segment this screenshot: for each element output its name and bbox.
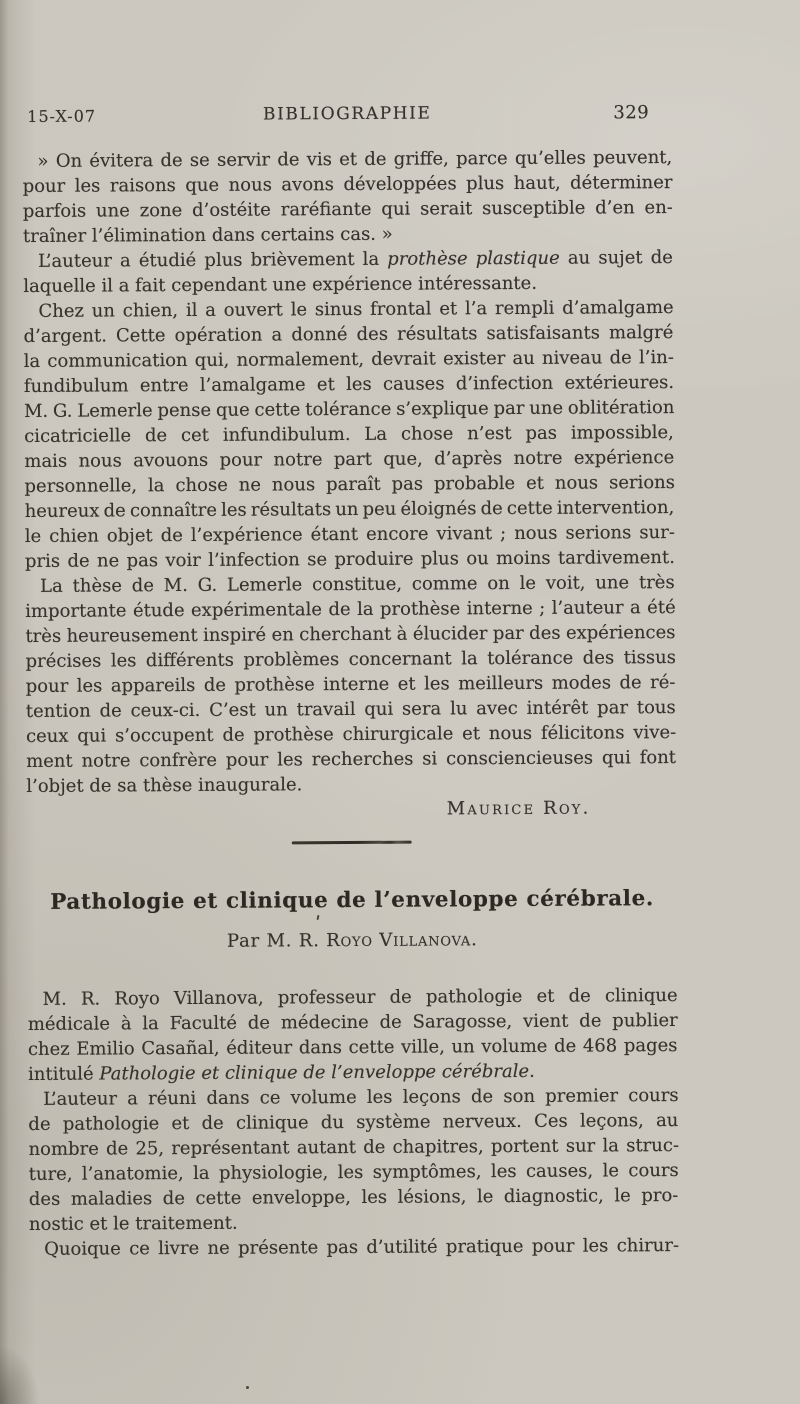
running-head	[22, 102, 672, 130]
text-segment: intitulé	[28, 1063, 100, 1085]
text-segment: parfois une zone d’ostéite raréfiante qui serait susceptible d’en en-	[22, 197, 673, 222]
text-segment: ture, l’anatomie, la physiologie, les symptômes, les causes, le cours	[28, 1160, 679, 1185]
page-content	[22, 0, 680, 1262]
text-line-content	[23, 222, 393, 249]
text-line-content	[29, 1183, 679, 1212]
text-segment: l’objet de sa thèse inaugurale.	[26, 774, 303, 797]
text-line	[29, 1233, 679, 1262]
reviewer-signature: Maurice Roy.	[446, 797, 591, 820]
text-line	[23, 245, 673, 274]
text-line-content	[26, 745, 676, 774]
text-segment: L’auteur a réuni dans ce volume les leçons de son premier cours	[43, 1085, 679, 1110]
text-segment: la communication qui, normalement, devrait exister au niveau de l’in-	[23, 347, 674, 372]
text-line-content	[23, 271, 537, 299]
text-segment: .	[529, 1060, 535, 1082]
text-segment: ceux qui s’occupent de prothèse chirurgicale et nous félicitons vive-	[25, 722, 677, 747]
text-line-content	[37, 145, 672, 174]
italic-text: Pathologie et clinique de l’enveloppe cérébrale	[99, 1060, 530, 1085]
text-segment: le chien objet de l’expérience étant encore vivant ; nous serions sur-	[24, 522, 675, 547]
text-segment: médicale à la Faculté de médecine de Saragosse, vient de publier	[27, 1010, 678, 1035]
smallcaps-text: Royo Villanova	[326, 929, 472, 952]
text-segment: précises les différents problèmes concernant la tolérance des tissus	[25, 647, 677, 672]
text-line-content	[28, 1059, 535, 1087]
text-segment: de pathologie et de clinique du système nerveux. Ces leçons, au	[28, 1110, 679, 1135]
text-segment: d’argent. Cette opération a donné des résultats satisfaisants malgré	[23, 322, 674, 347]
text-segment: Chez un chien, il a ouvert le sinus frontal et l’a rempli d’amalgame	[38, 297, 674, 322]
text-segment: fundibulum entre l’amalgame et les causes d’infection extérieures.	[23, 372, 675, 397]
text-segment: pour les raisons que nous avons développées plus haut, déterminer	[22, 172, 673, 197]
article-lemerle-body	[22, 145, 676, 799]
text-segment: M. R. Royo Villanova, professeur de pathologie et de clinique	[42, 985, 678, 1010]
text-segment: importante étude expérimentale de la prothèse interne ; l’auteur a été	[25, 597, 676, 622]
article-villanova-review	[27, 886, 679, 1262]
text-segment: tention de ceux-ci. C’est un travail qui sera lu avec intérêt par tous	[25, 697, 676, 722]
text-segment: ment notre confrère pour les recherches si consciencieuses qui font	[26, 747, 677, 772]
text-line	[26, 745, 676, 774]
text-segment: Par M. R.	[226, 930, 327, 952]
text-line-content	[43, 983, 678, 1012]
text-segment: M. G. Lemerle pense que cette tolérance s’explique par une oblitération	[23, 397, 675, 422]
italic-text: prothèse plastique	[387, 247, 560, 270]
scan-shadow-corner	[0, 1344, 40, 1404]
text-line-content	[44, 1233, 679, 1262]
text-segment: pris de ne pas voir l’infection se produire plus ou moins tardivement.	[24, 547, 675, 572]
text-segment: » On évitera de se servir de vis et de griffe, parce qu’elles peuvent,	[37, 147, 673, 172]
text-segment: personnelle, la chose ne nous paraît pas probable et nous serions	[24, 472, 676, 497]
text-segment: très heureusement inspiré en cherchant à élucider par des expériences	[25, 622, 676, 647]
text-line-content	[40, 570, 675, 599]
text-segment: Quoique ce livre ne présente pas d’utilité pratique pour les chirur-	[44, 1235, 680, 1260]
running-title: BIBLIOGRAPHIE	[262, 103, 432, 125]
text-line	[28, 1033, 678, 1062]
text-segment: .	[470, 929, 478, 951]
text-segment: heureux de connaître les résultats un peu éloignés de cette intervention,	[24, 497, 675, 522]
text-line-content	[23, 195, 673, 224]
section-divider	[292, 841, 412, 845]
text-segment: nombre de 25, représentant autant de chapitres, portent sur la struc-	[28, 1135, 680, 1160]
text-line-content	[38, 245, 673, 274]
text-line-content	[43, 1083, 678, 1112]
text-segment: pour les appareils de prothèse interne et les meilleurs modes de ré-	[25, 672, 676, 697]
text-segment: nostic et le traitement.	[28, 1212, 238, 1235]
text-line-content	[28, 1033, 678, 1062]
ink-speck	[246, 1386, 249, 1389]
article-heading: Pathologie et clinique de l’enveloppe cérébrale.	[50, 886, 654, 915]
text-line-content	[26, 772, 302, 799]
text-segment: cicatricielle de cet infundibulum. La chose n’est pas impossible,	[24, 422, 674, 447]
text-segment: traîner l’élimination dans certains cas. »	[22, 223, 393, 247]
article-villanova-body	[28, 983, 680, 1262]
text-line	[29, 1183, 679, 1212]
page-number: 329	[613, 102, 650, 124]
text-line-content	[29, 1211, 238, 1237]
article-lemerle-review	[22, 145, 676, 824]
text-segment: La thèse de M. G. Lemerle constitue, comme on le voit, une très	[40, 572, 675, 597]
text-segment: au sujet de	[559, 247, 673, 269]
text-segment: L’auteur a étudié plus brièvement la	[38, 248, 388, 272]
text-segment: mais nous avouons pour notre part que, d’après notre expérience	[24, 447, 675, 472]
text-line-content	[38, 295, 673, 324]
text-segment: laquelle il a fait cependant une expérience intéressante.	[23, 272, 538, 297]
header-date: 15-X-07	[27, 106, 97, 126]
text-line	[23, 195, 673, 224]
text-segment: des maladies de cette enveloppe, les lésions, le diagnostic, le pro-	[28, 1185, 679, 1210]
text-segment: chez Emilio Casañal, éditeur dans cette ville, un volume de 468 pages	[27, 1035, 678, 1060]
article-byline	[27, 926, 677, 955]
